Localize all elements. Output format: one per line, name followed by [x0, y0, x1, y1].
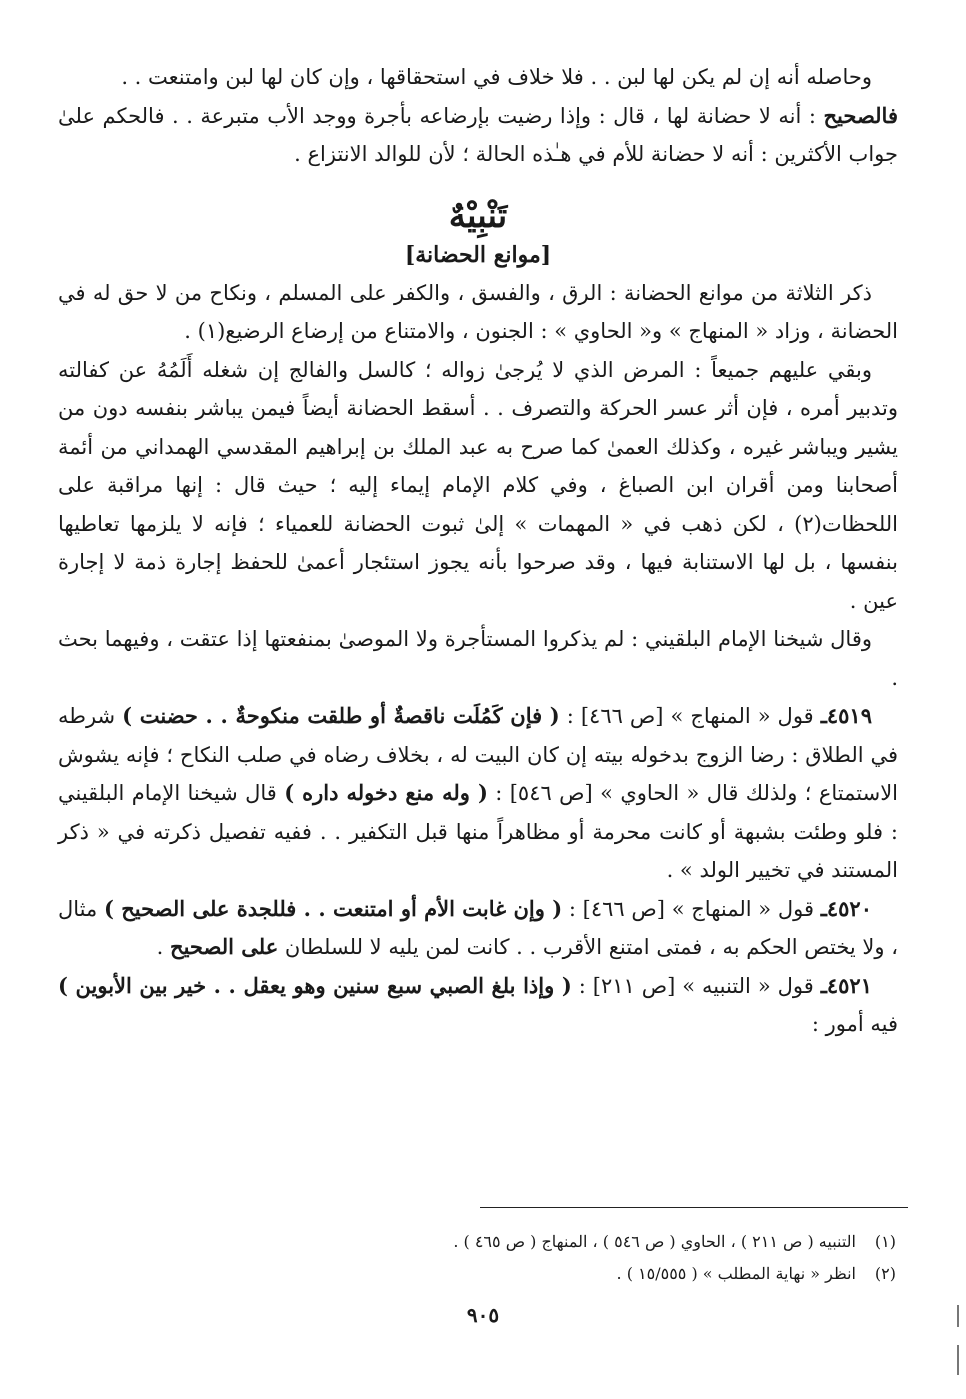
issue-4519-number: ٤٥١٩ـ: [820, 703, 872, 728]
issue-4520-end: .: [156, 935, 171, 959]
paragraph-1: [58, 58, 898, 97]
footnote-separator: [480, 1207, 908, 1208]
footnotes: [76, 1226, 896, 1290]
paragraph-3: [58, 274, 898, 351]
paragraph-3-text: ذكر الثلاثة من موانع الحضانة : الرق ، والفسق ، والكفر على المسلم ، ونكاح من لا حق له في الحضانة ، وزاد « المنهاج » و« الحاوي » : الجنون ، والامتناع من إرضاع الرضيع(١) .: [58, 280, 898, 343]
issue-4520-bold-end: على الصحيح: [170, 934, 279, 959]
issue-4520-quote: ( وإن غابت الأم أو امتنعت . . فللجدة على الصحيح ): [103, 895, 563, 921]
issue-4521-intro: قول « التنبيه » [ص ٢١١] :: [571, 973, 821, 998]
paragraph-1-text: وحاصله أنه إن لم يكن لها لبن . . فلا خلاف في استحقاقها ، وإن كان لها لبن وامتنعت . .: [121, 65, 872, 89]
issue-4520: [58, 890, 898, 967]
paragraph-2-text: : أنه لا حضانة لها ، قال : وإذا رضيت بإرضاعه بأجرة ووجد الأب متبرعة . . فالحكم علىٰ جواب الأكثرين : أنه لا حضانة للأم في هـٰذه الحالة ؛ لأن للوالد الانتزاع .: [58, 103, 898, 166]
footnote-1: [76, 1226, 896, 1258]
issue-4519-quote-2: ( وله منع دخوله داره ): [284, 780, 488, 805]
footnote-1-text: التنبيه ( ص ٢١١ ) ، الحاوي ( ص ٥٤٦ ) ، المنهاج ( ص ٤٦٥ ) .: [453, 1232, 856, 1251]
page-number: ٩٠٥: [466, 1303, 500, 1327]
issue-4520-intro: قول « المنهاج » [ص ٤٦٦] :: [562, 896, 821, 921]
issue-4520-number: ٤٥٢٠ـ: [820, 895, 872, 921]
paragraph-2-bold: فالصحيح: [823, 102, 898, 128]
scan-edge-mark-2: [957, 1345, 959, 1375]
paragraph-2: [58, 97, 898, 174]
heading-subtitle: [موانع الحضانة]: [404, 241, 552, 268]
issue-4519: [58, 697, 898, 890]
issue-4519-text-2: قال شيخنا الإمام البلقيني : فلو وطئت بشبهة أو كانت محرمة أو مظاهراً منها قبل التكفير . . ففيه تفصيل ذكرته في « ذكر المستند في تخيير الولد » .: [58, 781, 898, 882]
paragraph-4-text: وبقي عليهم جميعاً : المرض الذي لا يُرجىٰ زواله ؛ كالسل والفالج إن شغله أَلَمُهُ عن كفالته وتدبير أمره ، فإن أثر عسر الحركة والتصرف . . أسقط الحضانة أيضاً فيمن يباشر بنفسه دون من يشير ويباشر غيره ، وكذلك العمىٰ كما صرح به عبد الملك بن إبراهيم المقدسي الهمداني من أئمة أصحابنا ومن أقران ابن الصباغ ، وفي كلام الإمام إيماء إليه ؛ حيث قال : إنها مراقبة على اللحظات(٢) ، لكن ذهب في « المهمات » إلىٰ ثبوت الحضانة للعمياء ؛ فإنه لا يلزمها تعاطيها بنفسها ، بل لها الاستنابة فيها ، وقد صرحوا بأنه يجوز استئجار أعمىٰ للحفظ إجارة ذمة لا إجارة عين .: [58, 357, 898, 613]
footnote-2-text: انظر « نهاية المطلب » ( ١٥/٥٥٥ ) .: [616, 1264, 856, 1283]
issue-4521-quote: ( وإذا بلغ الصبي سبع سنين وهو يعقل . . خير بين الأبوين ): [58, 972, 572, 998]
issue-4521-text: فيه أمور :: [811, 1012, 898, 1036]
footnote-1-number: (١): [874, 1232, 896, 1251]
paragraph-5: [58, 620, 898, 697]
paragraph-4: [58, 351, 898, 621]
footnote-2-number: (٢): [874, 1264, 896, 1283]
issue-4521: [58, 967, 898, 1044]
page-body: [58, 58, 898, 1044]
footnote-2: [76, 1258, 896, 1290]
issue-4519-intro: قول « المنهاج » [ص ٤٦٦] :: [559, 704, 821, 728]
issue-4519-quote: ( فإن كَمُلَت ناقصةٌ أو طلقت منكوحةٌ . . حضنت ): [122, 703, 560, 728]
issue-4521-number: ٤٥٢١ـ: [820, 972, 872, 998]
scan-edge-mark: [957, 1305, 959, 1327]
section-heading: [58, 194, 898, 272]
heading-tanbih: تَنْبِيْهٌ: [448, 195, 508, 236]
issue-4519-text: شرطه في الطلاق : رضا الزوج بدخوله بيته إن كان البيت له ، بخلاف رضاه في صلب النكاح ؛ فإنه يشوش الاستمتاع ؛ ولذلك قال « الحاوي » [ص ٥٤٦] :: [58, 704, 899, 805]
paragraph-5-text: وقال شيخنا الإمام البلقيني : لم يذكروا المستأجرة ولا الموصىٰ بمنفعتها إذا عتقت ، وفيهما بحث .: [58, 627, 898, 690]
issue-4520-text: مثال ، ولا يختص الحكم به ، فمتى امتنع الأقرب . . كانت لمن يليه لا للسلطان: [58, 896, 898, 959]
